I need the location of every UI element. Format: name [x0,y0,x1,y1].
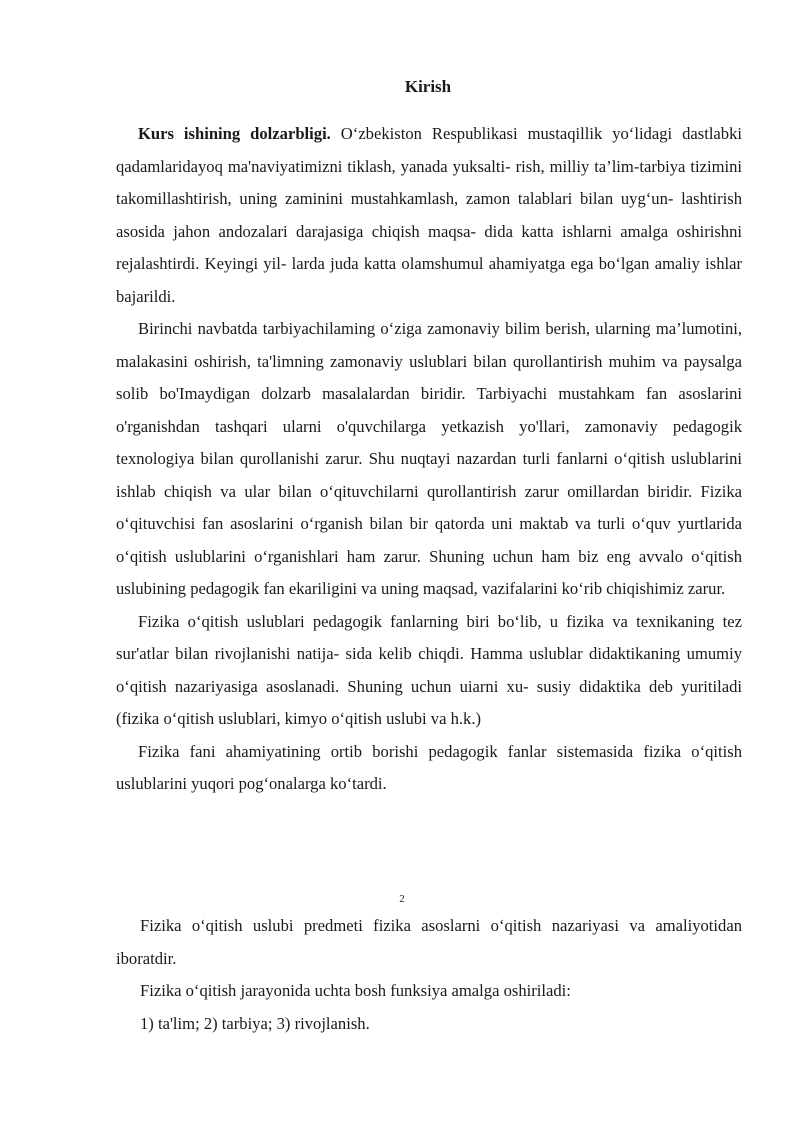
paragraph-intro-text: O‘zbekiston Respublikasi mustaqillik yo‘lidagi dastlabki qadamlaridayoq ma'naviyatimizni tiklash, yanada yuksalti- rish, milliy ta’lim-tarbiya tizimini takomillashtirish, uning zaminini mustahkamlash, zamon talablari bilan uyg‘un- lashtirish asosida jahon andozalari darajasiga chiqish maqsa- dida katta ishlarni amalga oshirishni rejalashtirdi. Keyingi yil- larda juda katta olamshumul ahamiyatga ega bo‘lgan amaliy ishlar bajarildi. [116,124,742,306]
page-title: Kirish [404,77,452,96]
paragraph: Birinchi navbatda tarbiyachilaming o‘ziga zamonaviy bilim berish, ularning ma’lumotini, malakasini oshirish, ta'limning zamonaviy uslublari bilan qurollantirish muhim va paysalga solib bo'Imaydigan dolzarb masalalardan biridir. Tarbiyachi mustahkam fan asoslarini o'rganishdan tashqari ularni o'quvchilarga yetkazish yo'llari, zamonaviy pedagogik texnologiya bilan qurollanishi zarur. Shu nuqtayi nazardan turli fanlarni o‘qitish uslublarini ishlab chiqish va ular bilan o‘qituvchilarni qurollantirish zarur omillardan biridir. Fizika o‘qituvchisi fan asoslarini o‘rganish bilan bir qatorda uni maktab va turli o‘quv yurtlarida o‘qitish uslublarini o‘rganishlari ham zarur. Shuning uchun ham biz eng avvalo o‘qitish uslubining pedagogik fan ekariligini va uning maqsad, vazifalarini ko‘rib chiqishimiz zarur. [116,319,742,598]
paragraph-lead: Kurs ishining dolzarbligi. [138,124,331,143]
list-line: 1) ta'lim; 2) tarbiya; 3) rivojlanish. [140,1013,370,1033]
body-text-section-1 [116,118,742,801]
paragraph: Fizika fani ahamiyatining ortib borishi pedagogik fanlar sistemasida fizika o‘qitish uslublarini yuqori pog‘onalarga ko‘tardi. [116,741,742,793]
paragraph: Fizika o‘qitish uslubi predmeti fizika asoslarni o‘qitish nazariyasi va amaliyotidan iboratdir. [116,916,742,968]
paragraph: Fizika o‘qitish uslublari pedagogik fanlarning biri bo‘lib, u fizika va texnikaning tez sur'atlar bilan rivojlanishi natija- sida kelib chiqdi. Hamma uslublar didaktikaning umumiy o‘qitish nazariyasiga asoslanadi. Shuning uchun uiarni xu- susiy didaktika deb yuritiladi (fizika o‘qitish uslublari, kimyo o‘qitish uslubi va h.k.) [116,611,742,728]
paragraph-intro [116,118,742,313]
page-number: 2 [399,893,405,905]
paragraph: Fizika o‘qitish jarayonida uchta bosh funksiya amalga oshiriladi: [140,981,571,1000]
body-text-section-2 [116,910,742,1040]
